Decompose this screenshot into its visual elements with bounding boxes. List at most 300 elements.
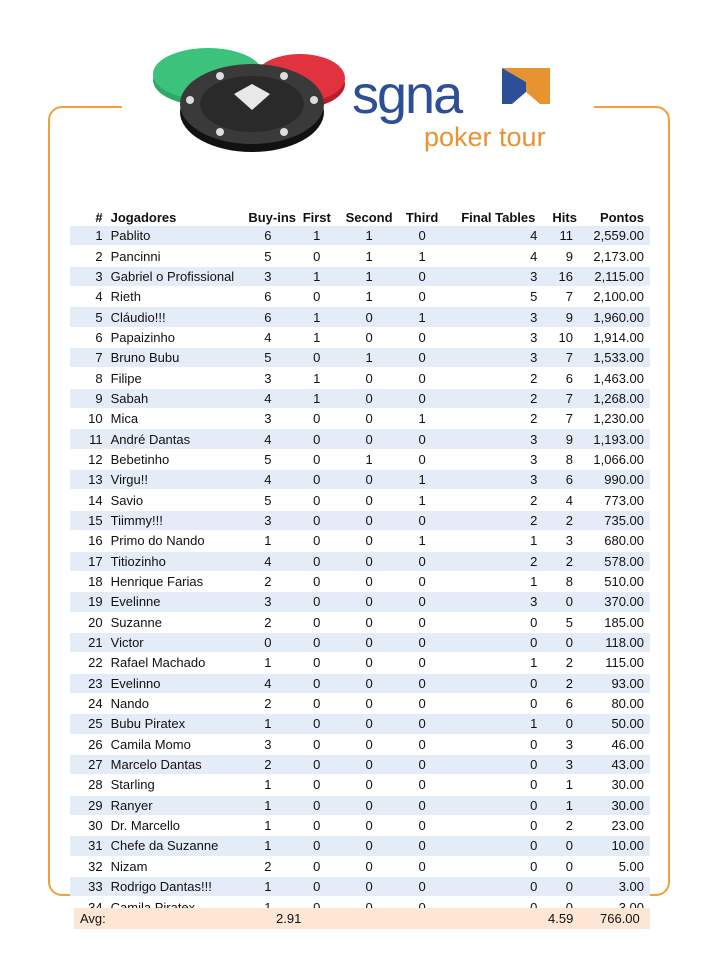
cell-first: 0 [296,490,338,510]
cell-second: 0 [338,571,401,591]
brand-subtitle: poker tour [424,122,546,152]
cell-hits: 6 [539,693,577,713]
cell-second: 0 [338,429,401,449]
cell-final-tables: 2 [444,388,540,408]
cell-hits: 6 [539,470,577,490]
cell-first: 0 [296,571,338,591]
table-row [70,226,650,246]
cell-second: 0 [338,714,401,734]
cell-player: Bebetinho [111,449,240,469]
cell-position: 27 [70,754,111,774]
cell-position: 24 [70,693,111,713]
average-points: 766.00 [600,911,640,926]
cell-final-tables: 3 [444,348,540,368]
cell-player: Henrique Farias [111,571,240,591]
cell-hits: 8 [539,571,577,591]
cell-player: Pancinni [111,246,240,266]
cell-player: Victor [111,632,240,652]
cell-first: 0 [296,734,338,754]
cell-position: 33 [70,877,111,897]
average-row [74,908,650,929]
cell-third: 0 [401,673,444,693]
header-second: Second [345,209,393,225]
cell-player: Suzanne [111,612,240,632]
cell-hits: 0 [539,877,577,897]
table-row [70,388,650,408]
cell-points: 23.00 [577,815,650,835]
cell-hits: 3 [539,531,577,551]
table-row [70,246,650,266]
cell-player: Marcelo Dantas [111,754,240,774]
cell-points: 115.00 [577,653,650,673]
table-row [70,836,650,856]
cell-hits: 3 [539,754,577,774]
table-row [70,490,650,510]
cell-final-tables: 1 [444,653,540,673]
cell-position: 13 [70,470,111,490]
cell-second: 1 [338,266,401,286]
cell-buy-ins: 1 [240,714,296,734]
cell-points: 5.00 [577,856,650,876]
table-row [70,287,650,307]
cell-final-tables: 3 [444,327,540,347]
cell-second: 0 [338,307,401,327]
cell-points: 10.00 [577,836,650,856]
house-logo-icon [498,62,554,110]
cell-buy-ins: 5 [240,246,296,266]
cell-points: 735.00 [577,510,650,530]
cell-first: 0 [296,836,338,856]
cell-points: 990.00 [577,470,650,490]
cell-position: 31 [70,836,111,856]
cell-player: Dr. Marcello [111,815,240,835]
cell-hits: 1 [539,795,577,815]
cell-first: 0 [296,877,338,897]
cell-position: 4 [70,287,111,307]
cell-first: 0 [296,775,338,795]
table-row [70,266,650,286]
cell-final-tables: 2 [444,510,540,530]
cell-hits: 0 [539,856,577,876]
cell-first: 0 [296,673,338,693]
cell-third: 0 [401,226,444,246]
header-third: Third [405,209,439,225]
cell-position: 28 [70,775,111,795]
cell-player: Rieth [111,287,240,307]
cell-hits: 0 [539,836,577,856]
cell-player: Chefe da Suzanne [111,836,240,856]
table-row [70,856,650,876]
cell-position: 20 [70,612,111,632]
cell-final-tables: 3 [444,266,540,286]
table-row [70,307,650,327]
cell-position: 9 [70,388,111,408]
cell-final-tables: 2 [444,551,540,571]
table-row [70,551,650,571]
poker-chips-icon [150,36,350,166]
cell-third: 0 [401,714,444,734]
cell-buy-ins: 4 [240,673,296,693]
cell-third: 0 [401,266,444,286]
cell-third: 0 [401,754,444,774]
cell-final-tables: 2 [444,490,540,510]
cell-buy-ins: 3 [240,510,296,530]
cell-buy-ins: 1 [240,815,296,835]
cell-final-tables: 0 [444,734,540,754]
cell-hits: 9 [539,307,577,327]
ranking-table [70,208,650,918]
cell-points: 80.00 [577,693,650,713]
cell-player: Mica [111,409,240,429]
cell-hits: 9 [539,246,577,266]
cell-hits: 9 [539,429,577,449]
cell-hits: 3 [539,734,577,754]
table-row [70,470,650,490]
cell-third: 0 [401,388,444,408]
cell-buy-ins: 1 [240,877,296,897]
table-row [70,673,650,693]
cell-points: 1,230.00 [577,409,650,429]
cell-points: 46.00 [577,734,650,754]
cell-position: 23 [70,673,111,693]
cell-final-tables: 1 [444,571,540,591]
cell-third: 0 [401,877,444,897]
table-row [70,815,650,835]
cell-third: 1 [401,470,444,490]
header-points: Pontos [599,209,644,225]
cell-buy-ins: 3 [240,409,296,429]
cell-third: 1 [401,490,444,510]
cell-points: 118.00 [577,632,650,652]
cell-buy-ins: 3 [240,266,296,286]
cell-first: 1 [296,226,338,246]
cell-first: 0 [296,815,338,835]
cell-final-tables: 1 [444,714,540,734]
cell-points: 2,100.00 [577,287,650,307]
cell-position: 26 [70,734,111,754]
average-buy-ins: 2.91 [276,911,302,926]
cell-final-tables: 4 [444,246,540,266]
cell-third: 0 [401,653,444,673]
cell-points: 1,193.00 [577,429,650,449]
average-label: Avg: [80,911,106,926]
cell-points: 1,960.00 [577,307,650,327]
cell-second: 0 [338,653,401,673]
table-row [70,612,650,632]
cell-hits: 7 [539,348,577,368]
cell-buy-ins: 5 [240,449,296,469]
cell-buy-ins: 4 [240,429,296,449]
cell-second: 0 [338,856,401,876]
cell-final-tables: 0 [444,632,540,652]
cell-player: Rodrigo Dantas!!! [111,877,240,897]
cell-first: 0 [296,551,338,571]
cell-buy-ins: 2 [240,856,296,876]
cell-first: 0 [296,510,338,530]
cell-first: 0 [296,632,338,652]
cell-points: 1,066.00 [577,449,650,469]
cell-points: 43.00 [577,754,650,774]
cell-second: 0 [338,632,401,652]
cell-first: 1 [296,368,338,388]
table-row [70,531,650,551]
cell-player: Tiimmy!!! [111,510,240,530]
cell-buy-ins: 4 [240,551,296,571]
cell-points: 1,463.00 [577,368,650,388]
cell-first: 1 [296,388,338,408]
cell-player: André Dantas [111,429,240,449]
cell-final-tables: 3 [444,429,540,449]
cell-final-tables: 0 [444,775,540,795]
cell-final-tables: 4 [444,226,540,246]
cell-buy-ins: 3 [240,592,296,612]
cell-hits: 7 [539,287,577,307]
cell-third: 0 [401,693,444,713]
cell-first: 0 [296,754,338,774]
cell-player: Virgu!! [111,470,240,490]
cell-third: 0 [401,632,444,652]
cell-points: 510.00 [577,571,650,591]
header-buy-ins: Buy-ins [248,209,297,225]
cell-position: 32 [70,856,111,876]
cell-second: 0 [338,693,401,713]
cell-hits: 11 [539,226,577,246]
table-row [70,734,650,754]
cell-position: 10 [70,409,111,429]
cell-second: 0 [338,510,401,530]
cell-player: Primo do Nando [111,531,240,551]
cell-third: 0 [401,815,444,835]
cell-buy-ins: 3 [240,734,296,754]
cell-second: 1 [338,348,401,368]
cell-final-tables: 1 [444,531,540,551]
cell-final-tables: 0 [444,836,540,856]
cell-first: 0 [296,653,338,673]
cell-player: Cláudio!!! [111,307,240,327]
cell-position: 14 [70,490,111,510]
header-hits: Hits [552,209,577,225]
cell-final-tables: 0 [444,815,540,835]
cell-hits: 4 [539,490,577,510]
cell-player: Nizam [111,856,240,876]
cell-buy-ins: 6 [240,287,296,307]
cell-points: 50.00 [577,714,650,734]
cell-player: Savio [111,490,240,510]
cell-hits: 2 [539,510,577,530]
cell-third: 1 [401,409,444,429]
cell-position: 19 [70,592,111,612]
cell-first: 1 [296,266,338,286]
cell-first: 0 [296,693,338,713]
cell-second: 1 [338,449,401,469]
cell-second: 0 [338,531,401,551]
cell-position: 22 [70,653,111,673]
cell-final-tables: 3 [444,592,540,612]
cell-position: 8 [70,368,111,388]
table-row [70,429,650,449]
cell-buy-ins: 1 [240,795,296,815]
cell-second: 0 [338,775,401,795]
cell-third: 1 [401,246,444,266]
average-hits: 4.59 [548,911,574,926]
cell-third: 0 [401,449,444,469]
cell-buy-ins: 3 [240,368,296,388]
cell-points: 680.00 [577,531,650,551]
cell-buy-ins: 2 [240,612,296,632]
cell-second: 0 [338,327,401,347]
cell-third: 0 [401,429,444,449]
cell-third: 0 [401,510,444,530]
cell-buy-ins: 1 [240,836,296,856]
cell-first: 1 [296,327,338,347]
cell-buy-ins: 4 [240,470,296,490]
cell-hits: 2 [539,673,577,693]
cell-second: 0 [338,815,401,835]
cell-hits: 8 [539,449,577,469]
cell-player: Titiozinho [111,551,240,571]
cell-third: 0 [401,592,444,612]
cell-buy-ins: 5 [240,490,296,510]
cell-player: Evelinne [111,592,240,612]
cell-hits: 16 [539,266,577,286]
cell-first: 0 [296,348,338,368]
cell-second: 0 [338,795,401,815]
cell-second: 0 [338,734,401,754]
cell-first: 0 [296,592,338,612]
cell-first: 0 [296,856,338,876]
cell-buy-ins: 0 [240,632,296,652]
cell-hits: 0 [539,714,577,734]
cell-third: 0 [401,612,444,632]
table-row [70,653,650,673]
cell-buy-ins: 1 [240,653,296,673]
cell-buy-ins: 2 [240,754,296,774]
cell-position: 21 [70,632,111,652]
cell-second: 0 [338,470,401,490]
cell-final-tables: 0 [444,612,540,632]
cell-hits: 1 [539,775,577,795]
cell-first: 0 [296,470,338,490]
cell-third: 0 [401,856,444,876]
cell-hits: 2 [539,815,577,835]
cell-hits: 0 [539,632,577,652]
cell-points: 2,173.00 [577,246,650,266]
cell-points: 30.00 [577,795,650,815]
cell-buy-ins: 4 [240,327,296,347]
cell-second: 0 [338,409,401,429]
header-players: Jogadores [110,209,177,225]
cell-second: 0 [338,877,401,897]
cell-hits: 7 [539,388,577,408]
cell-first: 0 [296,612,338,632]
table-row [70,409,650,429]
cell-third: 1 [401,531,444,551]
cell-buy-ins: 1 [240,531,296,551]
cell-buy-ins: 6 [240,307,296,327]
table-row [70,714,650,734]
cell-position: 29 [70,795,111,815]
cell-buy-ins: 1 [240,775,296,795]
cell-hits: 6 [539,368,577,388]
table-row [70,754,650,774]
cell-player: Bubu Piratex [111,714,240,734]
cell-third: 0 [401,287,444,307]
cell-first: 0 [296,795,338,815]
cell-third: 0 [401,836,444,856]
cell-final-tables: 0 [444,877,540,897]
table-row [70,693,650,713]
cell-position: 15 [70,510,111,530]
cell-position: 30 [70,815,111,835]
cell-second: 0 [338,368,401,388]
cell-position: 5 [70,307,111,327]
cell-player: Bruno Bubu [111,348,240,368]
table-row [70,592,650,612]
cell-player: Filipe [111,368,240,388]
cell-player: Pablito [111,226,240,246]
cell-position: 1 [70,226,111,246]
cell-second: 1 [338,226,401,246]
cell-hits: 2 [539,653,577,673]
cell-position: 25 [70,714,111,734]
cell-position: 7 [70,348,111,368]
cell-first: 0 [296,531,338,551]
table-row [70,877,650,897]
cell-buy-ins: 2 [240,571,296,591]
cell-third: 0 [401,348,444,368]
cell-points: 3.00 [577,877,650,897]
table-row [70,368,650,388]
cell-position: 16 [70,531,111,551]
cell-player: Rafael Machado [111,653,240,673]
cell-second: 1 [338,287,401,307]
cell-final-tables: 0 [444,693,540,713]
cell-first: 0 [296,449,338,469]
cell-first: 0 [296,714,338,734]
cell-points: 2,559.00 [577,226,650,246]
cell-hits: 10 [539,327,577,347]
cell-points: 185.00 [577,612,650,632]
cell-points: 93.00 [577,673,650,693]
cell-position: 17 [70,551,111,571]
cell-third: 0 [401,571,444,591]
cell-final-tables: 3 [444,449,540,469]
cell-final-tables: 2 [444,409,540,429]
brand-name: sgna [352,65,462,125]
cell-second: 0 [338,490,401,510]
cell-hits: 0 [539,592,577,612]
cell-final-tables: 3 [444,470,540,490]
cell-first: 0 [296,429,338,449]
cell-third: 0 [401,368,444,388]
cell-first: 1 [296,307,338,327]
cell-position: 18 [70,571,111,591]
cell-points: 1,268.00 [577,388,650,408]
cell-first: 0 [296,287,338,307]
cell-third: 0 [401,551,444,571]
cell-buy-ins: 5 [240,348,296,368]
cell-first: 0 [296,246,338,266]
cell-buy-ins: 2 [240,693,296,713]
cell-final-tables: 0 [444,754,540,774]
cell-second: 0 [338,592,401,612]
cell-second: 0 [338,388,401,408]
cell-third: 0 [401,795,444,815]
table-row [70,795,650,815]
cell-player: Gabriel o Profissional [111,266,240,286]
cell-player: Ranyer [111,795,240,815]
cell-second: 0 [338,673,401,693]
